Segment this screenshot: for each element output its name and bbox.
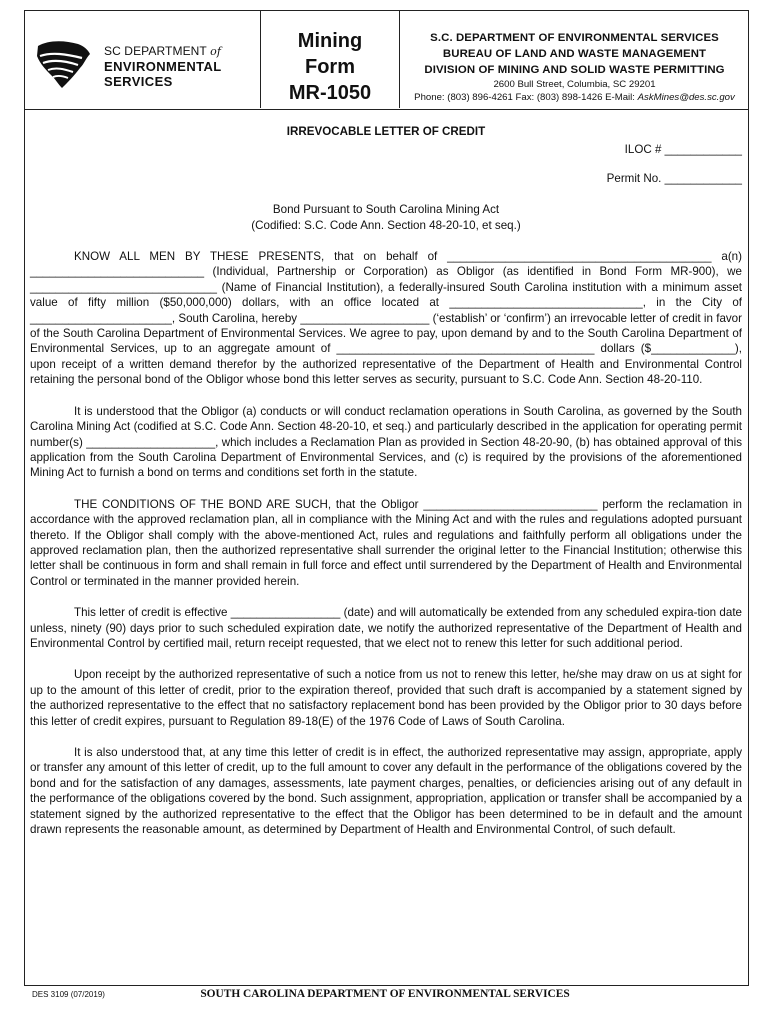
paragraph-assignment: It is also understood that, at any time this letter of credit is in effect, the authorized representative may assign, appropriate, apply or transfer any amount of this letter of credit, up to the full amount to cover any default in the performance of the obligations covered by the bond and for the satisfaction of any damages, assessments, late payment charges, penalties, or deficiencies arising out of any default in the performance of the obligations covered by the bond. Such assignment, appropriation, application or transfer shall be accompanied by a statement signed by the authorized representative to the effect that the Obligor has been determined to be in default and the amount drawn represents the reasonable amount, as determined by Department of Health and Environmental Control, of such default. bbox=[30, 746, 742, 837]
bond-heading: Bond Pursuant to South Carolina Mining Act bbox=[272, 203, 500, 217]
paragraph-conditions: THE CONDITIONS OF THE BOND ARE SUCH, that the Obligor ___________________________ perform the reclamation in accordance with the approved reclamation plan, all in compliance with the Mining Act and with the rules and regulations adopted pursuant thereto. If the Obligor shall comply with the above-mentioned Act, rules and regulations and faithfully perform all obligations under the approved reclamation plan, then the authorized representative shall surrender the original letter to the Financial Institution; otherwise this letter shall be continuous in form and shall remain in full force and effect until surrendered by the Department of Health and Environmental Control or terminated in the manner provided herein. bbox=[30, 497, 742, 588]
form-number: MR-1050 bbox=[288, 82, 372, 104]
dept-phone: Phone: (803) 896-4261 Fax: (803) 898-1426 E-Mail: bbox=[414, 92, 638, 103]
logo-of: of bbox=[210, 45, 221, 58]
state-map-logo-icon bbox=[34, 38, 94, 94]
form-code: DES 3109 (07/2019) bbox=[32, 990, 105, 999]
bureau-name: BUREAU OF LAND AND WASTE MANAGEMENT bbox=[442, 48, 707, 60]
dept-contact bbox=[400, 91, 749, 104]
logo-line-3: SERVICES bbox=[104, 74, 173, 89]
form-type: Mining bbox=[297, 30, 363, 52]
logo-line-2: ENVIRONMENTAL bbox=[104, 59, 222, 74]
permit-number-field[interactable]: Permit No. ____________ bbox=[606, 171, 742, 185]
form-label: Form bbox=[305, 56, 355, 78]
dept-name: S.C. DEPARTMENT OF ENVIRONMENTAL SERVICES bbox=[430, 32, 719, 44]
dept-email: AskMines@des.sc.gov bbox=[637, 92, 735, 103]
logo-wordmark bbox=[104, 44, 222, 89]
bond-citation: (Codified: S.C. Code Ann. Section 48-20-10, et seq.) bbox=[251, 218, 521, 232]
form-header bbox=[24, 10, 749, 110]
footer-agency: SOUTH CAROLINA DEPARTMENT OF ENVIRONMENTAL SERVICES bbox=[200, 988, 570, 1000]
paragraph-renewal-notice: Upon receipt by the authorized representative of such a notice from us not to renew this letter, he/she may draw on us at sight for up to the amount of this letter of credit, prior to the expiration thereof, provided that such draft is accompanied by a statement signed by the authorized representative to the effect that no satisfactory replacement bond has been provided by the Obligor prior to 30 days before this letter of credit expires, pursuant to Regulation 89-18(E) of the 1976 Code of Laws of South Carolina. bbox=[30, 668, 742, 728]
paragraph-know-all-men: KNOW ALL MEN BY THESE PRESENTS, that on behalf of _________________________________________ a(n) ___________________________ (Individual, Partnership or Corporation) as Obligor (as identified in Bond Form MR-900), we _____________________________ (Name of Financial Institution), a federally-insured South Carolina institution with a minimum asset value of fifty million ($50,000,000) dollars, with an office located at ______________________________, in the City of ______________________, South Carolina, hereby ____________________ (‘establish’ or ‘confirm’) an irrevocable letter of credit in favor of the South Carolina Department of Environmental Services. We agree to pay, upon demand by and to the South Carolina Department of Environmental Services, up to an aggregate amount of ________________________________________ dollars ($_____________), upon receipt of a written demand therefor by the authorized representative of the Department of Health and Environmental Control retaining the personal bond of the Obligor whose bond this letter serves as security, pursuant to S.C. Code Ann. Section 48-20-110. bbox=[30, 250, 742, 387]
doc-title: IRREVOCABLE LETTER OF CREDIT bbox=[286, 125, 486, 138]
paragraph-understood: It is understood that the Obligor (a) conducts or will conduct reclamation operations in South Carolina, as governed by the South Carolina Mining Act (codified at S.C. Code Ann. Section 48-20-10, et seq.) and particularly described in the application for operating permit number(s) ____________________, which includes a Reclamation Plan as provided in Section 48-20-90, (b) has obtained approval of this application from the South Carolina Department of Environmental Services, and (c) is required by the provisions of the aforementioned Mining Act to furnish a bond on terms and conditions set forth in the statute. bbox=[30, 404, 742, 480]
department-info bbox=[400, 10, 749, 108]
paragraph-effective-date: This letter of credit is effective _________________ (date) and will automatically be extended from any scheduled expira-tion date unless, ninety (90) days prior to such scheduled expiration date, we notify the authorized representative of the Department of Health and Environmental Control by certified mail, return receipt requested, that we elect not to renew this letter for such additional period. bbox=[30, 606, 742, 650]
dept-address: 2600 Bull Street, Columbia, SC 29201 bbox=[493, 79, 656, 90]
logo-line-1: SC DEPARTMENT bbox=[104, 44, 207, 58]
letter-body bbox=[30, 124, 742, 837]
iloc-field[interactable]: ILOC # ____________ bbox=[624, 143, 742, 157]
division-name: DIVISION OF MINING AND SOLID WASTE PERMITTING bbox=[424, 64, 725, 76]
form-number-box bbox=[260, 10, 400, 108]
agency-logo bbox=[24, 10, 260, 108]
